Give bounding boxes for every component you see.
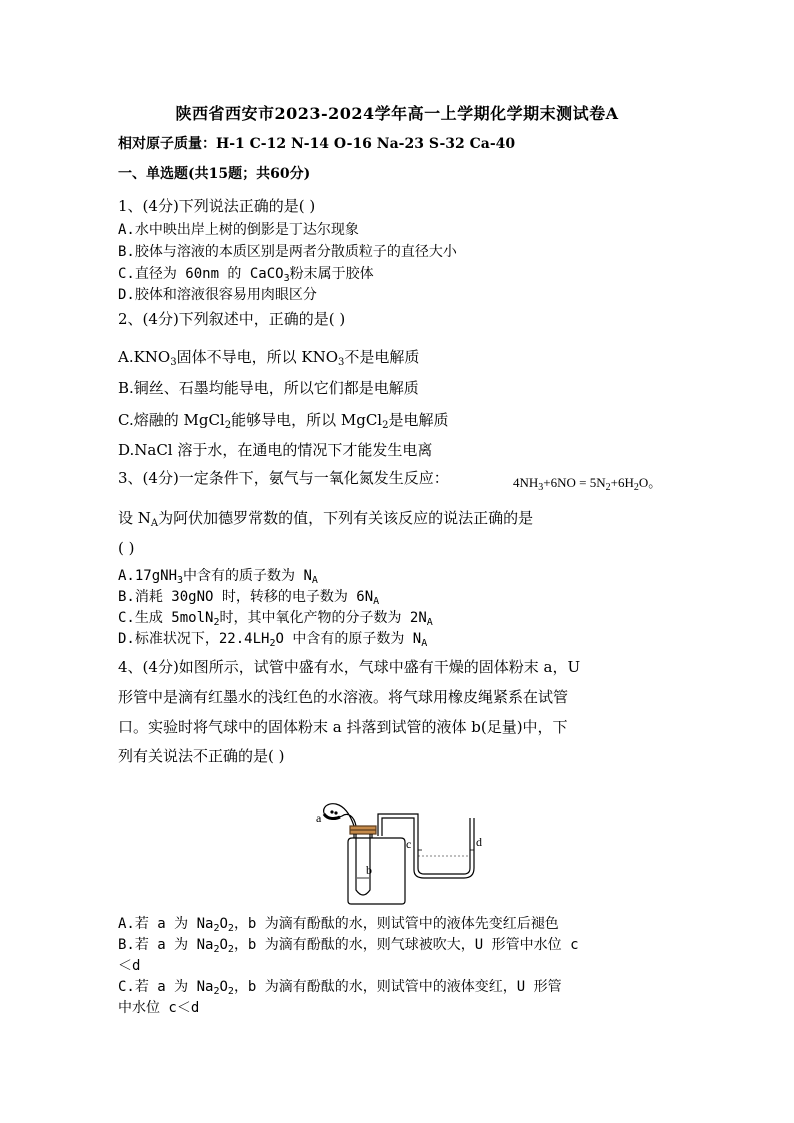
q1-option-a: A.水中映出岸上树的倒影是丁达尔现象 <box>118 222 359 238</box>
label-d: d <box>476 835 482 849</box>
q3-option-c: C.生成 5molN$_2$时，其中氧化产物的分子数为 $2N_A$ <box>118 610 433 628</box>
q4-stem-line2: 形管中是滴有红墨水的浅红色的水溶液。将气球用橡皮绳紧系在试管 <box>118 688 569 706</box>
q4-option-b-cont: ＜d <box>118 958 141 974</box>
q4-option-a: A.若 a 为 $Na_2O_2$，b 为滴有酚酞的水，则试管中的液体先变红后褪色 <box>118 916 559 934</box>
label-a: a <box>316 811 322 825</box>
q4-stem-line4: 列有关说法不正确的是( ) <box>118 747 285 765</box>
section-heading: 一、单选题(共15题；共60分) <box>118 166 311 182</box>
q2-stem: 2、(4分)下列叙述中，正确的是( ) <box>118 310 346 328</box>
q1-stem: 1、(4分)下列说法正确的是( ) <box>118 197 316 215</box>
q1-option-c: C.直径为 60nm 的 CaCO$_3$粉末属于胶体 <box>118 266 374 284</box>
label-b: b <box>366 863 372 877</box>
q2-option-d: D.NaCl 溶于水，在通电的情况下才能发生电离 <box>118 441 433 459</box>
q4-option-b: B.若 a 为 $Na_2O_2$，b 为滴有酚酞的水，则气球被吹大，U 形管中水位 c <box>118 937 579 955</box>
q3-option-d: D.标准状况下，$22.4LH_2O$ 中含有的原子数为 $N_A$ <box>118 631 428 649</box>
q2-option-b: B.铜丝、石墨均能导电，所以它们都是电解质 <box>118 379 419 397</box>
balloon <box>324 804 356 826</box>
atomic-masses: 相对原子质量：H-1 C-12 N-14 O-16 Na-23 S-32 Ca-40 <box>118 136 516 152</box>
q3-option-b: B.消耗 30gNO 时，转移的电子数为 $6N_A$ <box>118 589 380 607</box>
q3-stem: 3、(4分)一定条件下，氨气与一氧化氮发生反应： <box>118 469 449 487</box>
q2-option-a: $A.KNO_3$固体不导电，所以 $KNO_3$不是电解质 <box>118 348 420 368</box>
page-title: 陕西省西安市2023-2024学年高一上学期化学期末测试卷A <box>175 104 619 123</box>
q4-stem-line3: 口。实验时将气球中的固体粉末 a 抖落到试管的液体 b(足量)中，下 <box>118 718 568 736</box>
glass-tube <box>378 814 470 874</box>
q2-option-c: C.熔融的 MgCl$_2$能够导电，所以 MgCl$_2$是电解质 <box>118 411 449 431</box>
q4-option-c: C.若 a 为 $Na_2O_2$，b 为滴有酚酞的水，则试管中的液体变红，U 形管 <box>118 979 562 997</box>
q3-paren: ( ) <box>118 539 135 557</box>
q1-option-b: B.胶体与溶液的本质区别是两者分散质粒子的直径大小 <box>118 244 457 260</box>
q4-option-c-cont: 中水位 c＜d <box>118 1000 200 1016</box>
q3-option-a: A.17gNH$_3$中含有的质子数为 $N_A$ <box>118 568 318 586</box>
q4-stem-line1: 4、(4分)如图所示，试管中盛有水，气球中盛有干燥的固体粉末 a，U <box>118 658 581 676</box>
q3-stem-line2: 设 $N_A$为阿伏加德罗常数的值，下列有关该反应的说法正确的是 <box>118 509 534 529</box>
q1-option-d: D.胶体和溶液很容易用肉眼区分 <box>118 287 317 303</box>
apparatus-diagram <box>314 786 494 906</box>
q3-equation: $4NH_3+6NO = 5N_2+6H_2O$。 <box>513 475 662 493</box>
label-c: c <box>406 837 412 851</box>
